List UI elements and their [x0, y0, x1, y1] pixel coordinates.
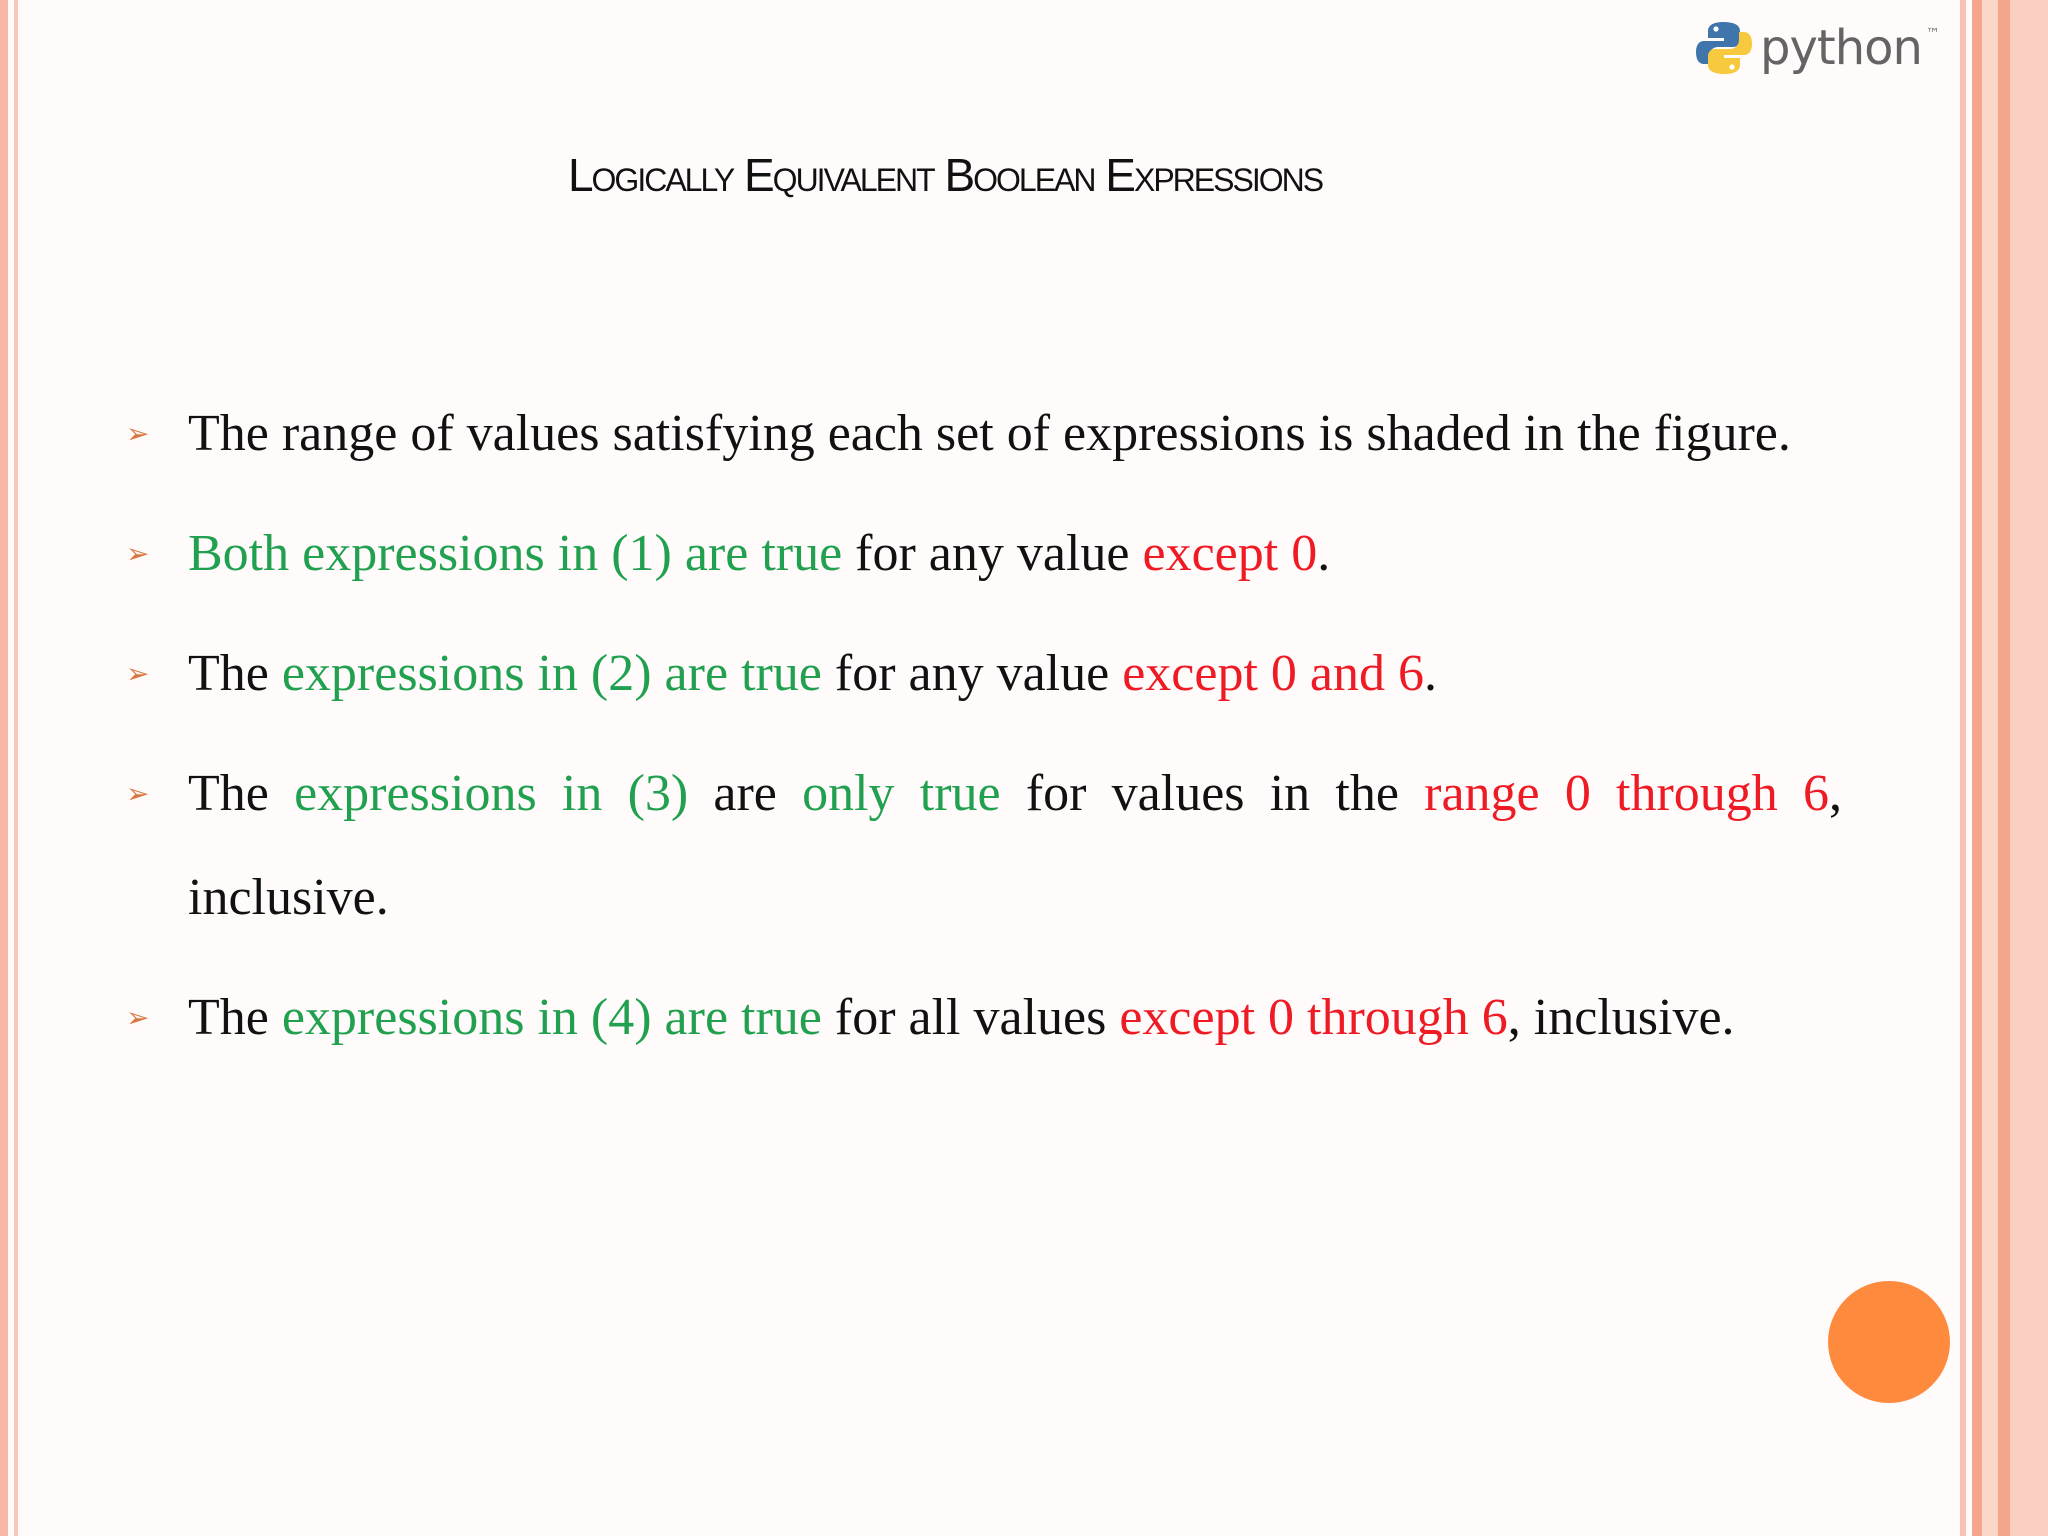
bullet-item [126, 966, 1842, 1070]
bullet-text-part: The [188, 645, 282, 702]
right-border-band [2010, 0, 2048, 1536]
right-border-stripe [1998, 0, 2010, 1536]
left-border-stripe [0, 0, 8, 1536]
bullet-item [126, 742, 1842, 950]
highlight-true: only true [802, 765, 1001, 822]
bullet-arrow-icon: ➢ [126, 537, 150, 570]
bullet-arrow-icon: ➢ [126, 657, 150, 690]
trademark-symbol: ™ [1925, 26, 1940, 42]
left-border-stripe-thin [14, 0, 18, 1536]
bullet-arrow-icon: ➢ [126, 777, 150, 810]
right-border-stripe [1960, 0, 1966, 1536]
bullet-text [188, 742, 1842, 950]
slide-title: Logically Equivalent Boolean Expressions [567, 149, 1323, 201]
highlight-true: expressions in (2) are true [281, 645, 822, 702]
bullet-text-part: , inclusive. [1507, 989, 1735, 1046]
bullet-text-part: are [688, 765, 803, 822]
bullet-list [126, 382, 1842, 1086]
right-border-stripe [1982, 0, 1998, 1536]
bullet-text-part: for any value [821, 645, 1123, 702]
highlight-exception: except 0 and 6 [1122, 645, 1424, 702]
bullet-arrow-icon: ➢ [126, 417, 150, 450]
bullet-text-part: The range of values satisfying each set of expressions is shaded in the figure. [188, 405, 1791, 462]
bullet-item [126, 622, 1842, 726]
bullet-text-part: . [1317, 525, 1331, 582]
bullet-arrow-icon: ➢ [126, 1001, 150, 1034]
python-logo-text: python [1760, 20, 1922, 76]
python-logo-icon [1696, 18, 1752, 78]
bullet-text-part: for values in the [1000, 765, 1425, 822]
bullet-text-part: , inclusive. [188, 765, 1843, 926]
highlight-true: expressions in (3) [294, 765, 689, 822]
highlight-exception: except 0 [1142, 525, 1318, 582]
bullet-text-part: The [188, 989, 282, 1046]
bullet-text [188, 966, 1842, 1070]
bullet-item [126, 382, 1842, 486]
bullet-text-part: The [188, 765, 295, 822]
highlight-true: expressions in (4) are true [281, 989, 822, 1046]
bullet-text-part: . [1424, 645, 1437, 702]
bullet-text-part: for any value [842, 525, 1143, 582]
right-border-stripe [1972, 0, 1982, 1536]
bullet-text [188, 502, 1842, 606]
highlight-exception: range 0 through 6 [1424, 765, 1830, 822]
bullet-text-part: for all values [821, 989, 1120, 1046]
bullet-item [126, 502, 1842, 606]
python-logo [1696, 18, 1940, 78]
decorative-orange-circle [1828, 1281, 1950, 1403]
highlight-true: Both expressions in (1) are true [188, 525, 843, 582]
highlight-exception: except 0 through 6 [1119, 989, 1508, 1046]
bullet-text [188, 622, 1842, 726]
bullet-text [188, 382, 1842, 486]
